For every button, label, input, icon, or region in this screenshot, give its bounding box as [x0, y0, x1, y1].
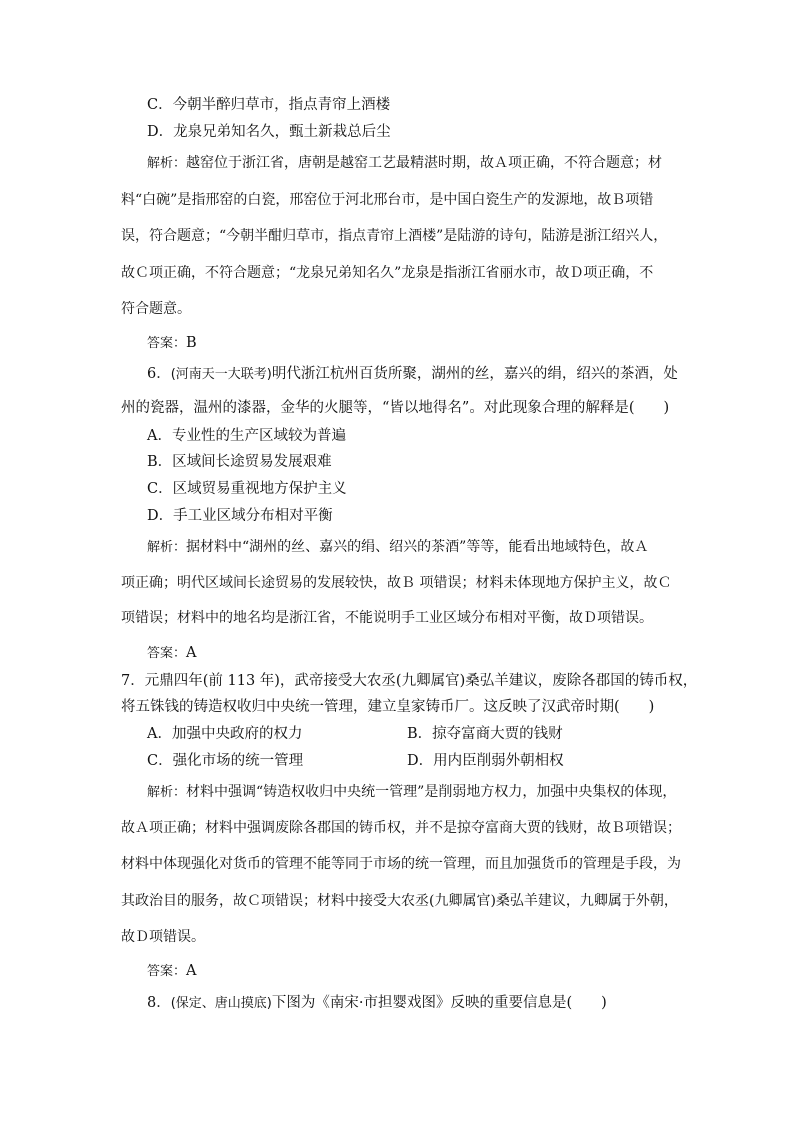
q6-stem-line-2: 州的瓷器，温州的漆器，金华的火腿等，“皆以地得名”。对此现象合理的解释是( ) [121, 400, 670, 416]
q7-option-b: B．掠夺富商大贾的钱财 [407, 726, 563, 742]
answer-label: 答案： [147, 964, 187, 979]
q5-option-c: C．今朝半醉归草市，指点青帘上酒楼 [147, 97, 391, 113]
q8-stem: 8．(保定、唐山摸底)下图为《南宋·市担婴戏图》反映的重要信息是( ) [147, 995, 607, 1011]
q6-option-d: D．手工业区域分布相对平衡 [147, 508, 333, 524]
q5-analysis-line-1: 解析：越窑位于浙江省，唐朝是越窑工艺最精湛时期，故Ａ项正确，不符合题意；材 [147, 155, 663, 171]
q6-stem-line-1: 6．(河南天一大联考)明代浙江杭州百货所聚，湖州的丝，嘉兴的绢，绍兴的茶酒，处 [147, 366, 678, 382]
q7-option-c: C．强化市场的统一管理 [147, 753, 304, 769]
q5-option-d: D．龙泉兄弟知名久，甄土新栽总后尘 [147, 124, 391, 140]
q6-option-c: C．区域贸易重视地方保护主义 [147, 481, 347, 497]
q7-stem-line-1: 7．元鼎四年(前 113 年)，武帝接受大农丞(九卿属官)桑弘羊建议，废除各郡国的铸币权， [121, 673, 698, 689]
q5-analysis-line-4: 故Ｃ项正确，不符合题意；“龙泉兄弟知名久”龙泉是指浙江省丽水市，故Ｄ项正确，不 [121, 265, 654, 281]
q7-option-a: A．加强中央政府的权力 [147, 726, 303, 742]
q6-option-a: A．专业性的生产区域较为普遍 [147, 428, 346, 444]
answer-value: B [186, 335, 197, 351]
q7-answer [147, 961, 197, 982]
q7-analysis-line-3: 材料中体现强化对货币的管理不能等同于市场的统一管理，而且加强货币的管理是手段，为 [121, 856, 681, 872]
q7-analysis-line-1: 解析：材料中强调“铸造权收归中央统一管理”是削弱地方权力，加强中央集权的体现， [147, 784, 677, 800]
answer-value: A [186, 645, 197, 661]
q6-analysis-line-1: 解析：据材料中“湖州的丝、嘉兴的绢、绍兴的茶酒”等等，能看出地域特色，故Ａ [147, 539, 649, 555]
analysis-label: 解析： [147, 540, 187, 555]
question-source: (河南天一大联考) [170, 367, 272, 382]
q7-analysis-line-2: 故Ａ项正确；材料中强调废除各郡国的铸币权，并不是掠夺富商大贾的钱财，故Ｂ项错误； [121, 820, 681, 836]
q7-analysis-line-4: 其政治目的服务，故Ｃ项错误；材料中接受大农丞(九卿属官)桑弘羊建议，九卿属于外朝， [121, 893, 678, 909]
analysis-label: 解析： [147, 785, 187, 800]
analysis-label: 解析： [147, 156, 187, 171]
q6-answer [147, 643, 197, 664]
q7-option-d: D．用内臣削弱外朝相权 [407, 753, 564, 769]
q6-option-b: B．区域间长途贸易发展艰难 [147, 454, 332, 470]
question-source: (保定、唐山摸底) [170, 996, 272, 1011]
q7-analysis-line-5: 故Ｄ项错误。 [121, 929, 205, 945]
q5-answer [147, 333, 197, 354]
answer-label: 答案： [147, 646, 187, 661]
answer-label: 答案： [147, 336, 187, 351]
q5-analysis-line-5: 符合题意。 [121, 301, 191, 317]
q7-stem-line-2: 将五铢钱的铸造权收归中央统一管理，建立皇家铸币厂。这反映了汉武帝时期( ) [121, 699, 655, 715]
q6-analysis-line-3: 项错误；材料中的地名均是浙江省，不能说明手工业区域分布相对平衡，故Ｄ项错误。 [121, 610, 653, 626]
q5-analysis-line-3: 误，符合题意；“今朝半酣归草市，指点青帘上酒楼”是陆游的诗句，陆游是浙江绍兴人， [121, 228, 668, 244]
q6-analysis-line-2: 项正确；明代区域间长途贸易的发展较快，故Ｂ 项错误；材料未体现地方保护主义，故Ｃ [121, 575, 672, 591]
answer-value: A [186, 963, 197, 979]
q5-analysis-line-2: 料“白碗”是指邢窑的白瓷，邢窑位于河北邢台市，是中国白瓷生产的发源地，故Ｂ项错 [121, 192, 654, 208]
